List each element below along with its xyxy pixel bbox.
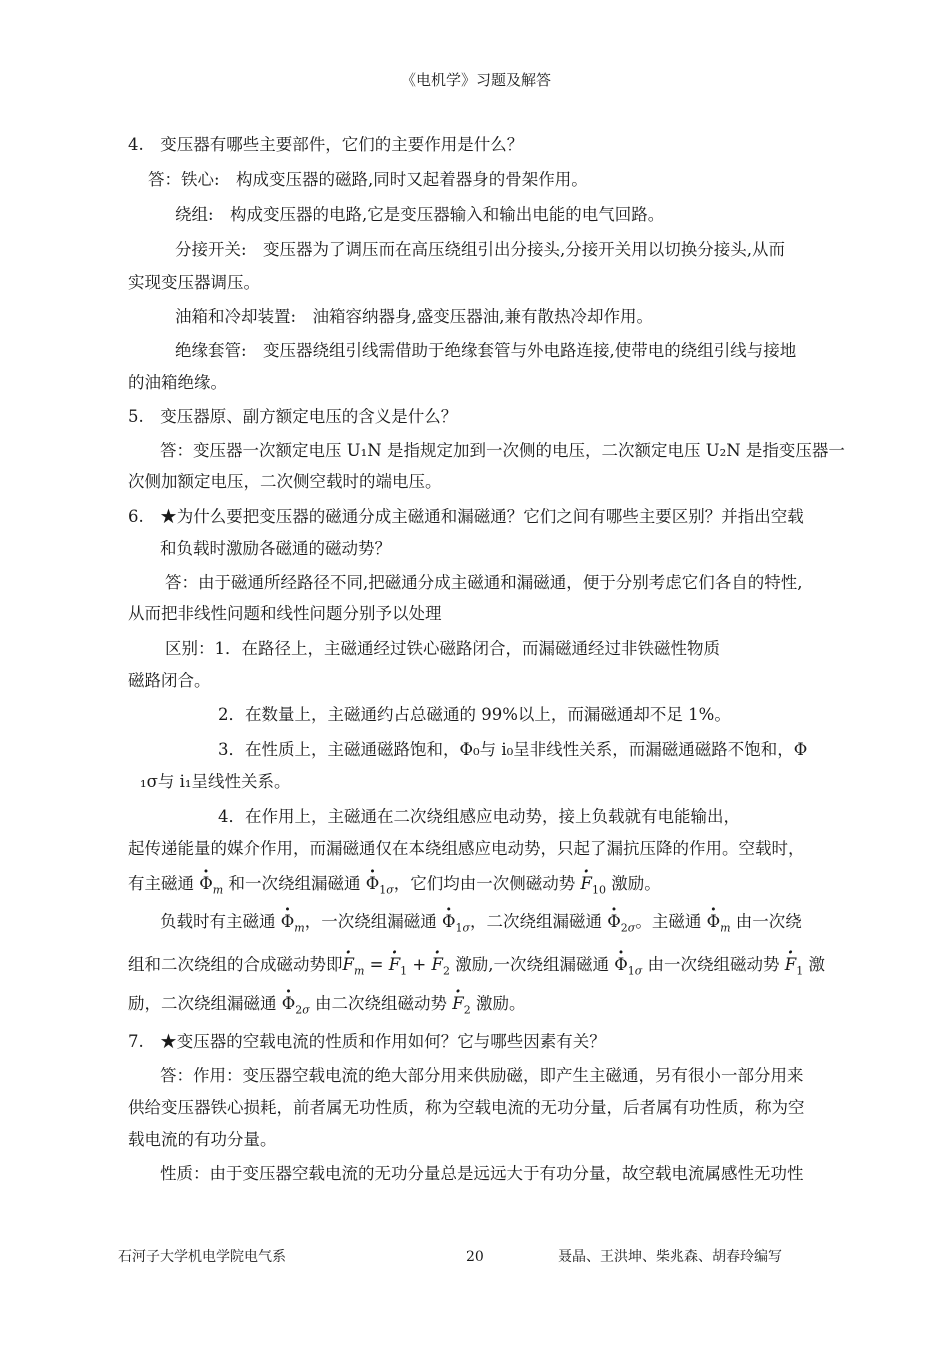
primary-leakage-flux-symbol: · $\Phi_{1\sigma}$ <box>609 955 648 974</box>
secondary-leakage-flux-symbol: · $\Phi_{2\sigma}$ <box>602 912 635 931</box>
no-load-mmf-symbol: · $F_{10}$ <box>575 874 611 893</box>
question-7: 7. ★变压器的空载电流的性质和作用如何？它与哪些因素有关？ <box>128 1032 606 1051</box>
load-excitation-1: 负载时有主磁通 · $\Phi_m$，一次绕组漏磁通 · $\Phi_{1\sigma}$，二次绕组漏磁通 · $\Phi_{2\sigma}$。主磁通 · $\Phi_m$ 由一次绕 <box>160 911 802 933</box>
answer-5-cont: 次侧加额定电压，二次侧空载时的端电压。 <box>128 472 442 491</box>
page-number: 20 <box>466 1249 484 1265</box>
footer-authors: 聂晶、王洪坤、柴兆森、胡春玲编写 <box>558 1249 782 1265</box>
answer-4-tank: 油箱和冷却装置: 油箱容纳器身,盛变压器油,兼有散热冷却作用。 <box>175 307 654 326</box>
main-flux-symbol: · $\Phi_m$ <box>194 874 228 893</box>
difference-1: 区别：1．在路径上，主磁通经过铁心磁路闭合，而漏磁通经过非铁磁性物质 <box>165 639 720 658</box>
difference-2: 2．在数量上，主磁通约占总磁通的 99%以上，而漏磁通却不足 1%。 <box>218 705 731 724</box>
question-6-cont: 和负载时激励各磁通的磁动势？ <box>160 539 391 558</box>
answer-7-function: 答：作用：变压器空载电流的绝大部分用来供励磁，即产生主磁通，另有很小一部分用来 <box>160 1066 804 1085</box>
difference-3: 3．在性质上，主磁通磁路饱和，Φ₀与 i₀呈非线性关系，而漏磁通磁路不饱和，Φ <box>218 740 808 759</box>
answer-7-function-cont: 供给变压器铁心损耗，前者属无功性质，称为空载电流的无功分量，后者属有功性质，称为空 <box>128 1098 805 1117</box>
answer-4-bushing-cont: 的油箱绝缘。 <box>128 373 227 392</box>
difference-4-cont: 起传递能量的媒介作用，而漏磁通仅在本绕组感应电动势，只起了漏抗压降的作用。空载时， <box>128 839 805 858</box>
answer-4-tap-changer: 分接开关: 变压器为了调压而在高压绕组引出分接头,分接开关用以切换分接头,从而 <box>175 240 786 259</box>
answer-6: 答：由于磁通所经路径不同,把磁通分成主磁通和漏磁通，便于分别考虑它们各自的特性, <box>165 573 803 592</box>
resultant-mmf-equation: · $F_m$ = · $F_1$ + · $F_2$ <box>343 955 456 974</box>
no-load-excitation: 有主磁通 · $\Phi_m$ 和一次绕组漏磁通 · $\Phi_{1\sigma}$，它们均由一次侧磁动势 · $F_{10}$ 激励。 <box>128 873 661 895</box>
answer-7-nature: 性质：由于变压器空载电流的无功分量总是远远大于有功分量，故空载电流属感性无功性 <box>160 1164 804 1183</box>
difference-4: 4．在作用上，主磁通在二次绕组感应电动势，接上负载就有电能输出， <box>218 807 740 826</box>
difference-3-cont: ₁σ与 i₁呈线性关系。 <box>140 772 291 791</box>
load-excitation-2: 组和二次绕组的合成磁动势即· $F_m$ = · $F_1$ + · $F_2$ 激励,一次绕组漏磁通 · $\Phi_{1\sigma}$ 由一次绕组磁动势 · $F_1$ 激 <box>128 954 825 976</box>
primary-leakage-flux-symbol: · $\Phi_{1\sigma}$ <box>360 874 393 893</box>
primary-leakage-flux-symbol: · $\Phi_{1\sigma}$ <box>437 912 470 931</box>
answer-5: 答：变压器一次额定电压 U₁N 是指规定加到一次侧的电压，二次额定电压 U₂N 是指变压器一 <box>160 441 845 460</box>
load-excitation-3: 励，二次绕组漏磁通 · $\Phi_{2\sigma}$ 由二次绕组磁动势 · $F_2$ 激励。 <box>128 993 526 1015</box>
main-flux-symbol: · $\Phi_m$ <box>701 912 735 931</box>
secondary-mmf-symbol: · $F_2$ <box>447 994 476 1013</box>
answer-4-tap-changer-cont: 实现变压器调压。 <box>128 273 260 292</box>
secondary-leakage-flux-symbol: · $\Phi_{2\sigma}$ <box>277 994 316 1013</box>
main-flux-symbol: · $\Phi_m$ <box>276 912 305 931</box>
answer-4-winding: 绕组: 构成变压器的电路,它是变压器输入和输出电能的电气回路。 <box>175 205 665 224</box>
question-4: 4. 变压器有哪些主要部件，它们的主要作用是什么？ <box>128 135 524 154</box>
answer-7-function-cont2: 载电流的有功分量。 <box>128 1130 277 1149</box>
answer-4-core: 答：铁心: 构成变压器的磁路,同时又起着器身的骨架作用。 <box>148 170 588 189</box>
answer-4-bushing: 绝缘套管: 变压器绕组引线需借助于绝缘套管与外电路连接,使带电的绕组引线与接地 <box>175 341 797 360</box>
question-6: 6. ★为什么要把变压器的磁通分成主磁通和漏磁通？它们之间有哪些主要区别？并指出空载 <box>128 507 804 526</box>
question-5: 5. 变压器原、副方额定电压的含义是什么？ <box>128 407 458 426</box>
page-header: 《电机学》习题及解答 <box>400 71 551 89</box>
primary-mmf-symbol: · $F_1$ <box>780 955 809 974</box>
answer-6-cont: 从而把非线性问题和线性问题分别予以处理 <box>128 604 442 623</box>
footer-department: 石河子大学机电学院电气系 <box>118 1249 286 1265</box>
difference-1-cont: 磁路闭合。 <box>128 671 211 690</box>
